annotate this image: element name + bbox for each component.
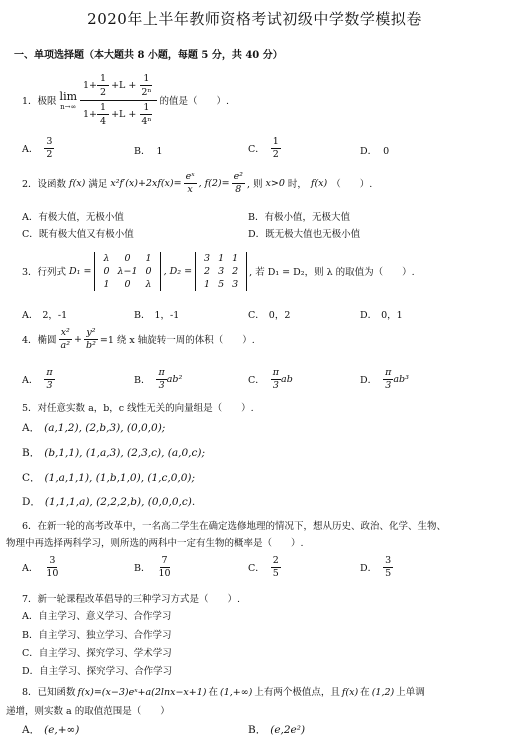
d2-cell: 1: [232, 252, 239, 264]
determinant-d1: [94, 252, 160, 291]
q1-tail: 的值是（ ）.: [159, 96, 230, 107]
q8-option-a: A． (e,+∞): [22, 724, 80, 736]
q5-option-a: A． (a,1,2), (2,b,3), (0,0,0);: [22, 422, 166, 434]
d1-cell: λ: [145, 278, 152, 290]
q2-option-b: B．有极小值，无极大值: [248, 212, 350, 223]
q5-option-b: B． (b,1,1), (1,a,3), (2,3,c), (a,0,c);: [22, 447, 206, 459]
d1-cell: λ−1: [117, 265, 138, 277]
q2-option-c: C．既有极大值又有极小值: [22, 229, 134, 240]
d2-cell: 2: [232, 265, 239, 277]
d2-cell: 3: [204, 252, 211, 264]
q6-option-c: C． $\frac{2}{5}$: [248, 555, 279, 579]
question-8-line-2: 递增，则实数 a 的取值范围是（ ）: [6, 706, 170, 717]
d2-row: [200, 278, 242, 291]
d2-cell: 5: [218, 278, 225, 290]
question-5: 5．对任意实数 a，b，c 线性无关的向量组是（ ）.: [22, 403, 254, 414]
d2-cell: 2: [204, 265, 211, 277]
question-8-line-1: 8．已知函数 f(x)=(x−3)eˣ+a(2lnx−x+1) 在 (1,+∞) 上有两个极值点，且 f(x) 在 (1,2) 上单调: [22, 687, 425, 698]
d2-row: [200, 265, 242, 278]
d1-cell: 0: [124, 278, 131, 290]
question-6-line-2: 物理中再选择两科学习，则所选的两科中一定有生物的概率是（ ）.: [6, 538, 304, 549]
d2-cell: 3: [232, 278, 239, 290]
d1-row: [99, 265, 155, 278]
question-7: 7．新一轮课程改革倡导的三种学习方式是（ ）.: [22, 594, 241, 605]
d1-cell: 1: [103, 278, 110, 290]
q6-option-a: A． $\frac{3}{10}$: [22, 555, 59, 579]
q7-option-b: B．自主学习、独立学习、合作学习: [22, 630, 172, 641]
q4-option-b: B． $\frac{\pi}{3}$ ab²: [134, 367, 183, 391]
q5-option-c: C． (1,a,1,1), (1,b,1,0), (1,c,0,0);: [22, 472, 196, 484]
q8-option-b: B． (e,2e²): [248, 724, 306, 736]
q2-option-d: D．既无极大值也无极小值: [248, 229, 361, 240]
determinant-d2: [195, 252, 247, 291]
d1-row: [99, 252, 155, 265]
q7-option-c: C．自主学习、探究学习、学术学习: [22, 648, 172, 659]
q3-option-c: C． 0，2: [248, 310, 291, 321]
question-4: 4．椭圆 $\frac{\text{x²}}{\text{a²}}$ + $\frac{\text{y²}}{\text{b²}}$ =1 绕 x 轴旋转一周的体积（ ）.: [22, 327, 255, 351]
q1-option-d: D． 0: [360, 146, 390, 157]
q3-option-d: D． 0，1: [360, 310, 403, 321]
d1-row: [99, 278, 155, 291]
q7-option-a: A．自主学习、意义学习、合作学习: [22, 611, 172, 622]
q1-lim-sub: n→∞: [60, 102, 77, 111]
q2-option-a: A．有极大值，无极小值: [22, 212, 124, 223]
q6-option-d: D． $\frac{3}{5}$: [360, 555, 392, 579]
page-title: 2020年上半年教师资格考试初级中学数学模拟卷: [87, 10, 422, 28]
d1-cell: λ: [103, 252, 110, 264]
question-1: [22, 70, 229, 130]
q5-option-d: D． (1,1,1,a), (2,2,2,b), (0,0,0,c).: [22, 496, 196, 508]
q3-option-b: B． 1，-1: [134, 310, 180, 321]
q1-option-a: A． $\frac{3}{2}$: [22, 136, 53, 160]
q1-lim: lim: [59, 89, 78, 103]
d2-cell: 3: [218, 265, 225, 277]
q4-option-d: D． $\frac{\pi}{3}$ ab³: [360, 367, 409, 391]
q3-option-a: A． 2，-1: [22, 310, 68, 321]
d2-cell: 1: [204, 278, 211, 290]
d1-cell: 0: [124, 252, 131, 264]
d2-cell: 1: [218, 252, 225, 264]
question-6-line-1: 6．在新一轮的高考改革中，一名高二学生在确定选修地理的情况下，想从历史、政治、化学、生物、: [22, 521, 447, 532]
q4-option-a: A． $\frac{\pi}{3}$: [22, 367, 53, 391]
section-header: 一、单项选择题（本大题共 8 小题，每题 5 分，共 40 分）: [14, 50, 283, 61]
q4-option-c: C． $\frac{\pi}{3}$ ab: [248, 367, 293, 391]
q6-option-b: B． $\frac{7}{10}$: [134, 555, 171, 579]
q1-prefix: 1．极限: [22, 96, 57, 107]
d2-row: [200, 252, 242, 265]
q1-option-b: B． 1: [134, 146, 163, 157]
d1-cell: 0: [103, 265, 110, 277]
d1-cell: 1: [145, 252, 152, 264]
question-3: 3．行列式 D₁ = λ 0 1 0 λ−1 0 1 0 λ , D₂ = 3 1 1 2 3 2 1 5 3 , 若 D₁ = D₂，则 λ 的取值为（ ）.: [22, 252, 415, 290]
d1-cell: 0: [145, 265, 152, 277]
q1-option-c: C． $\frac{1}{2}$: [248, 136, 279, 160]
q7-option-d: D．自主学习、探究学习、合作学习: [22, 666, 173, 677]
q1-big-fraction: 1+ $\frac{1}{2}$ +L + $\frac{1}{\text{2ⁿ}}$ 1+ $\frac{1}{4}$ +L + $\frac{1}{\text{4ⁿ}}$: [80, 74, 157, 127]
question-2: 2．设函数 f(x) 满足 x²f′(x)+2xf(x)= $\frac{\text{eˣ}}{x}$ , f(2)= $\frac{\text{e²}}{8}$ , 则 x>0 时， f(x) （ ）.: [22, 171, 373, 195]
